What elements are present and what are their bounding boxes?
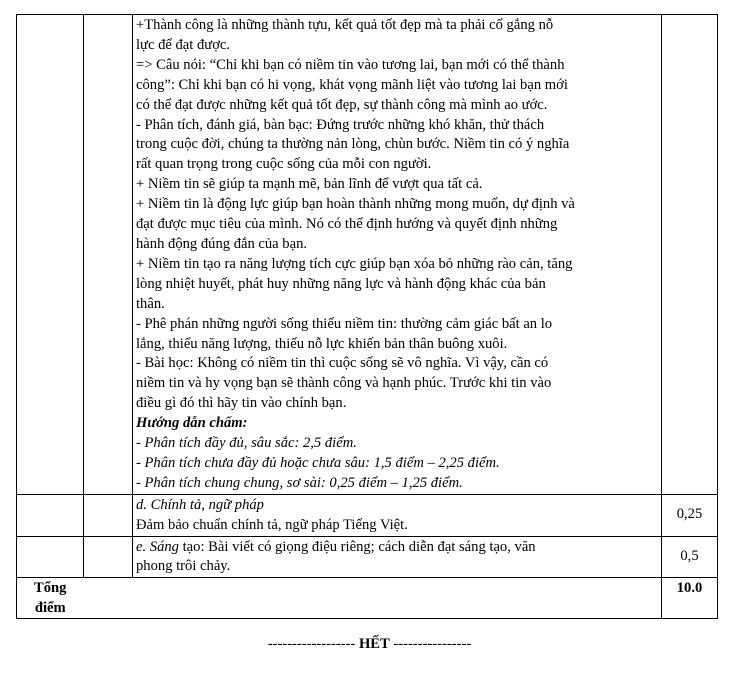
creativity-score: 0,5 [662, 536, 718, 578]
creativity-label: e. Sáng [136, 538, 179, 555]
content-line: trong cuộc đời, chúng ta thường nản lòng, chùn bước. Niềm tin có ý nghĩa [136, 136, 570, 153]
cell-question [84, 494, 133, 536]
content-line: +Thành công là những thành tựu, kết quả tốt đẹp mà ta phải cố gắng nỗ [136, 17, 554, 33]
content-line: niềm tin và hy vọng bạn sẽ thành công và hạnh phúc. Trước khi tin vào [136, 375, 552, 392]
guide-lines [136, 434, 657, 494]
content-line: điều gì đó thì hãy tin vào chính bạn. [136, 395, 347, 412]
end-word: HẾT [358, 636, 390, 652]
total-score: 10.0 [662, 578, 718, 619]
table-row-spelling [17, 494, 718, 536]
end-of-document-mark [0, 636, 739, 653]
content-line: rất quan trọng trong cuộc sống của mỗi con người. [136, 156, 432, 173]
content-line: + Niềm tin là động lực giúp bạn hoàn thành những mong muốn, dự định và [136, 196, 575, 213]
grading-table [16, 14, 718, 619]
content-line: - Phê phán những người sống thiếu niềm tin: thường cảm giác bất an lo [136, 315, 553, 332]
content-line: hành động đúng đắn của bạn. [136, 235, 308, 252]
creativity-text-1: tạo: Bài viết có giọng điệu riêng; cách diễn đạt sáng tạo, văn [178, 538, 536, 555]
cell-question [84, 15, 133, 495]
table-row-content [17, 15, 718, 495]
guide-line: - Phân tích chưa đầy đủ hoặc chưa sâu: 1,5 điểm – 2,25 điểm. [136, 454, 500, 471]
content-line: => Câu nói: “Chỉ khi bạn có niềm tin vào tương lai, bạn mới có thể thành [136, 56, 565, 73]
content-line: lực để đạt được. [136, 36, 231, 53]
spelling-cell [133, 494, 662, 536]
content-line: lắng, thiếu năng lượng, thiếu nỗ lực khiến bản thân buông xuôi. [136, 335, 508, 352]
content-line: - Bài học: Không có niềm tin thì cuộc sống sẽ vô nghĩa. Vì vậy, cần có [136, 355, 549, 372]
end-dashes-right: ---------------- [389, 636, 472, 652]
cell-score-empty [662, 15, 718, 495]
cell-question [84, 536, 133, 578]
content-line: + Niềm tin tạo ra năng lượng tích cực giúp bạn xóa bỏ những rào cản, tăng [136, 255, 573, 272]
guide-heading: Hướng dẫn chấm: [136, 415, 248, 432]
content-line: có thể đạt được những kết quả tốt đẹp, sự thành công mà mình ao ước. [136, 96, 548, 113]
content-cell [133, 15, 662, 495]
table-row-total [17, 578, 718, 619]
total-spacer [133, 578, 662, 619]
creativity-text-2: phong trôi chảy. [136, 558, 231, 575]
content-line: lòng nhiệt huyết, phát huy những năng lực và hành động khác của bản [136, 275, 546, 292]
spelling-title: d. Chính tả, ngữ pháp [136, 496, 264, 513]
content-lines [136, 16, 657, 414]
spelling-score: 0,25 [662, 494, 718, 536]
content-line: + Niềm tin sẽ giúp ta mạnh mẽ, bản lĩnh để vượt qua tất cả. [136, 176, 483, 193]
guide-line: - Phân tích chung chung, sơ sài: 0,25 điểm – 1,25 điểm. [136, 474, 463, 491]
content-line: thân. [136, 295, 165, 312]
cell-part [17, 536, 84, 578]
content-line: công”: Chỉ khi bạn có hi vọng, khát vọng mãnh liệt vào tương lai bạn mới [136, 76, 568, 93]
content-line: đạt được mục tiêu của mình. Nó có thể định hướng và quyết định những [136, 216, 558, 233]
spelling-text: Đảm bảo chuẩn chính tả, ngữ pháp Tiếng Việt. [136, 516, 408, 533]
cell-part [17, 494, 84, 536]
total-spacer [84, 578, 133, 619]
cell-part [17, 15, 84, 495]
table-row-creativity [17, 536, 718, 578]
content-line: - Phân tích, đánh giá, bàn bạc: Đứng trước những khó khăn, thử thách [136, 116, 545, 133]
creativity-cell [133, 536, 662, 578]
total-label: Tổng điểm [17, 578, 84, 619]
end-dashes-left: ------------------ [267, 636, 359, 652]
guide-line: - Phân tích đầy đủ, sâu sắc: 2,5 điểm. [136, 435, 357, 452]
